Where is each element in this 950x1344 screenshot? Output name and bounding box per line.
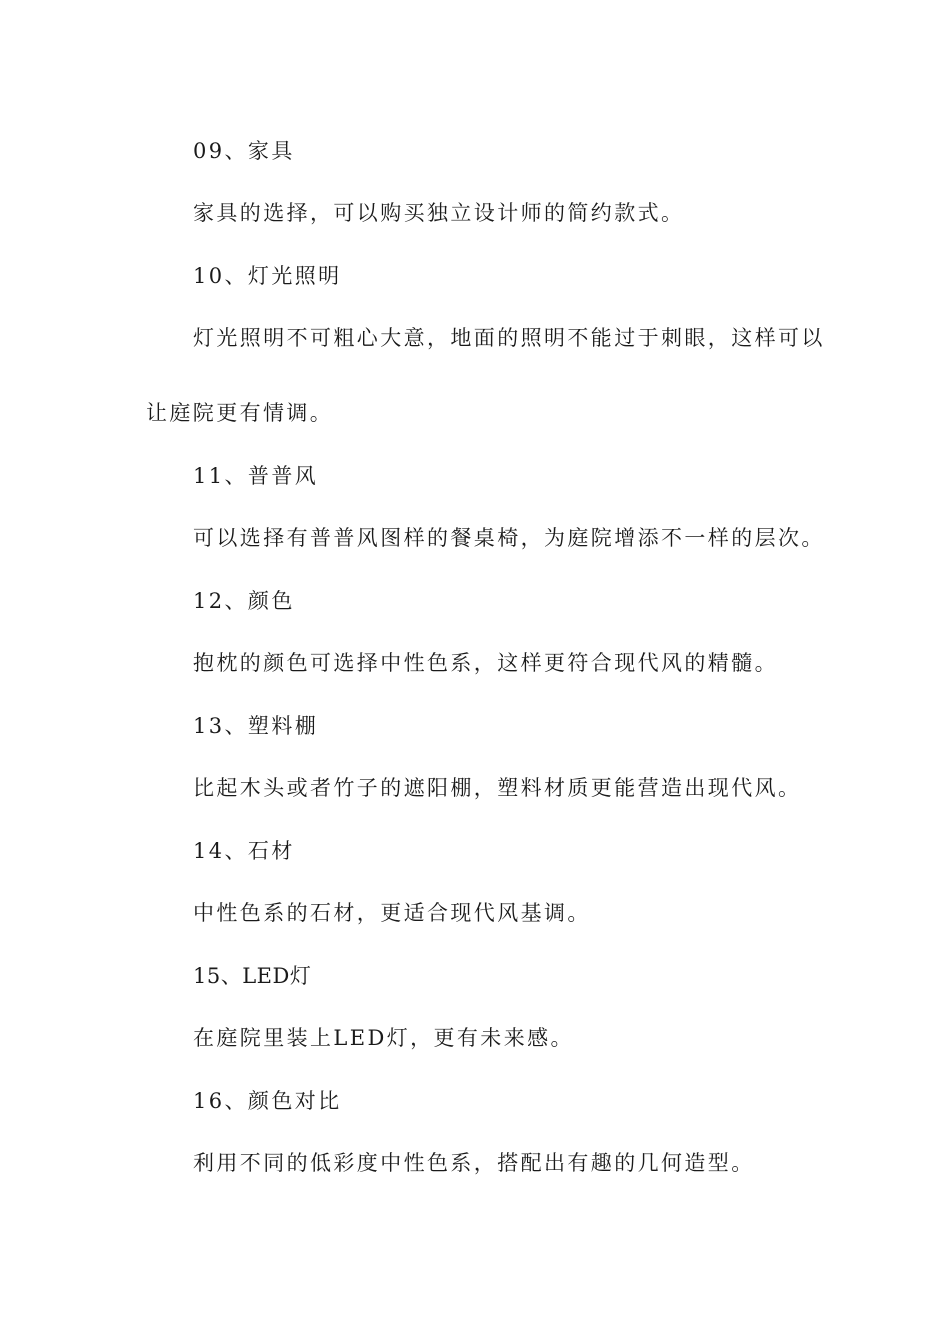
section-heading-led: 15、LED灯 bbox=[193, 964, 312, 988]
section-body-plastic-shed: 比起木头或者竹子的遮阳棚，塑料材质更能营造出现代风。 bbox=[193, 776, 802, 800]
section-heading-stone: 14、石材 bbox=[193, 839, 295, 863]
section-heading-lighting: 10、灯光照明 bbox=[193, 264, 342, 288]
section-body-color-contrast: 利用不同的低彩度中性色系，搭配出有趣的几何造型。 bbox=[193, 1151, 755, 1175]
section-heading-color-contrast: 16、颜色对比 bbox=[193, 1089, 342, 1113]
section-heading-furniture: 09、家具 bbox=[193, 139, 295, 163]
section-heading-color: 12、颜色 bbox=[193, 589, 295, 613]
section-body-color: 抱枕的颜色可选择中性色系，这样更符合现代风的精髓。 bbox=[193, 651, 778, 675]
section-heading-plastic-shed: 13、塑料棚 bbox=[193, 714, 319, 738]
section-body-lighting-line2: 让庭院更有情调。 bbox=[146, 401, 334, 425]
section-body-pop-style: 可以选择有普普风图样的餐桌椅，为庭院增添不一样的层次。 bbox=[193, 526, 825, 550]
section-body-lighting-line1: 灯光照明不可粗心大意，地面的照明不能过于刺眼，这样可以 bbox=[193, 326, 825, 350]
section-body-stone: 中性色系的石材，更适合现代风基调。 bbox=[193, 901, 591, 925]
section-body-furniture: 家具的选择，可以购买独立设计师的简约款式。 bbox=[193, 201, 685, 225]
section-heading-pop-style: 11、普普风 bbox=[193, 464, 319, 488]
section-body-led: 在庭院里装上LED灯，更有未来感。 bbox=[193, 1026, 574, 1050]
